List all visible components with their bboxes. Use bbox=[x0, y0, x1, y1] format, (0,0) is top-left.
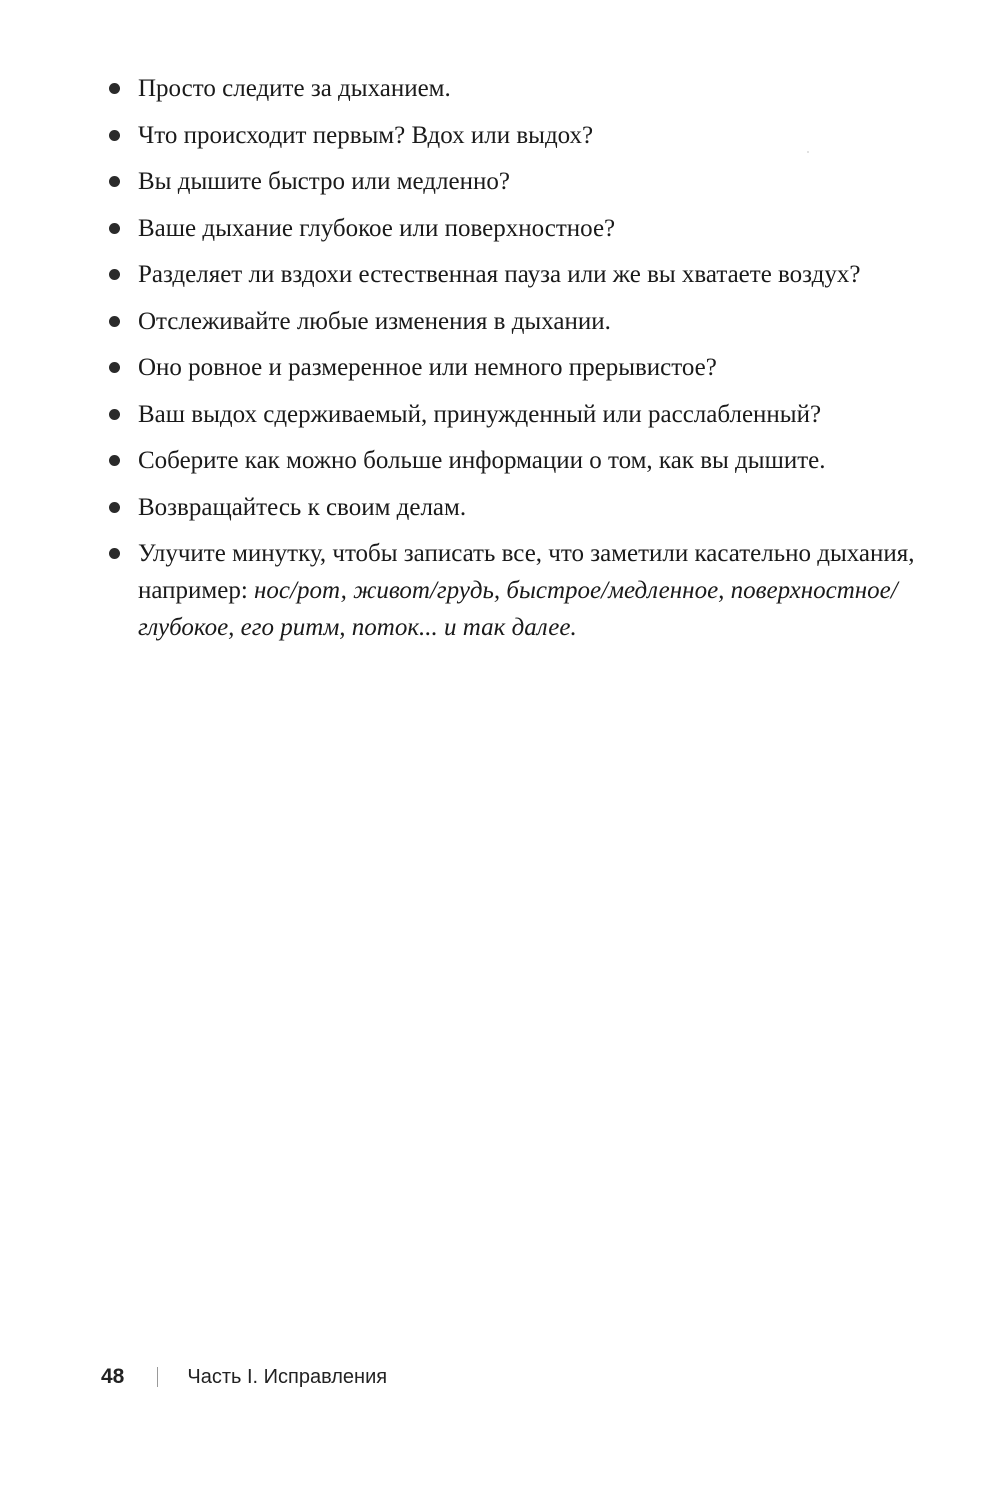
page-number: 48 bbox=[101, 1365, 125, 1388]
list-item bbox=[108, 349, 938, 386]
list-item-text: Улучите минутку, чтобы записать все, что заметили касательно дыхания, например: bbox=[138, 540, 915, 604]
bullet-icon bbox=[109, 362, 120, 373]
list-item-text: Отслеживайте любые изменения в дыхании. bbox=[138, 307, 611, 335]
scan-speck bbox=[807, 151, 809, 153]
list-item-text: Соберите как можно больше информации о том, как вы дышите. bbox=[138, 447, 826, 474]
list-item-text: Ваш выдох сдерживаемый, принужденный или расслабленный? bbox=[138, 400, 822, 428]
list-item-text: Что происходит первым? Вдох или выдох? bbox=[138, 121, 594, 149]
bullet-icon bbox=[109, 409, 120, 420]
list-item bbox=[108, 535, 938, 646]
list-item bbox=[108, 489, 938, 526]
list-item bbox=[108, 256, 938, 293]
bullet-icon bbox=[109, 176, 120, 187]
page-footer bbox=[101, 1362, 387, 1392]
list-item bbox=[108, 163, 938, 200]
bullet-icon bbox=[109, 269, 120, 280]
list-item-text: Ваше дыхание глубокое или поверхностное? bbox=[138, 214, 616, 242]
list-item-text: Возвращайтесь к своим делам. bbox=[138, 493, 467, 521]
list-item-text: Вы дышите быстро или медленно? bbox=[138, 168, 510, 195]
list-item bbox=[108, 396, 938, 433]
bullet-icon bbox=[109, 83, 120, 94]
list-item-text: Просто следите за дыханием. bbox=[138, 75, 451, 102]
footer-divider bbox=[157, 1367, 158, 1387]
list-item bbox=[108, 117, 938, 154]
list-item bbox=[108, 303, 938, 340]
bullet-list bbox=[108, 70, 938, 656]
bullet-icon bbox=[109, 223, 120, 234]
list-item-text: Разделяет ли вздохи естественная пауза или же вы хватаете воздух? bbox=[138, 261, 861, 288]
list-item bbox=[108, 442, 938, 479]
bullet-icon bbox=[109, 316, 120, 327]
list-item-italic-examples: нос/рот, живот/грудь, быстрое/медленное, поверхностное/глубокое, его ритм, поток... и так далее. bbox=[138, 577, 898, 641]
bullet-icon bbox=[109, 548, 120, 559]
list-item bbox=[108, 210, 938, 247]
list-item bbox=[108, 70, 938, 107]
bullet-icon bbox=[109, 455, 120, 466]
bullet-icon bbox=[109, 502, 120, 513]
bullet-icon bbox=[109, 130, 120, 141]
section-title: Часть I. Исправления bbox=[187, 1365, 388, 1388]
list-item-text: Оно ровное и размеренное или немного прерывистое? bbox=[138, 354, 717, 381]
